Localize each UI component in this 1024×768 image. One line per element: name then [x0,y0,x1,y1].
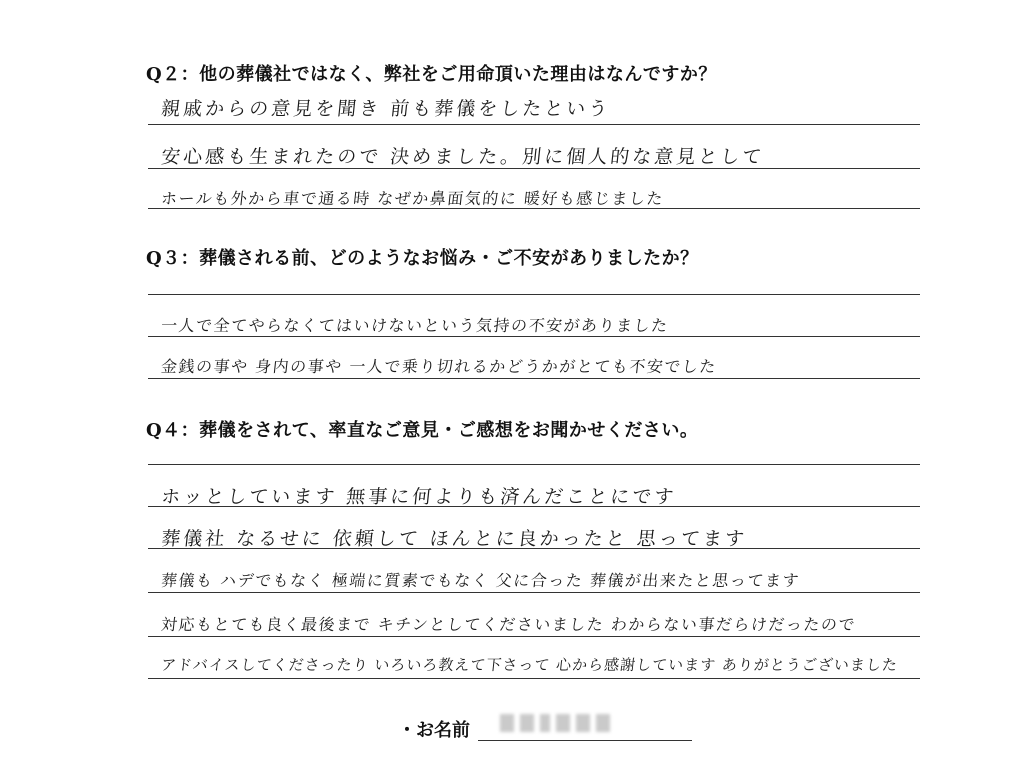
ruled-line [148,678,920,679]
redacted-name [500,708,650,738]
redaction-block [576,714,590,732]
q4-answer-line-2: ホッとしています 無事に何よりも済んだことにです [160,486,678,508]
redaction-block [556,714,570,732]
name-underline [478,740,692,741]
redaction-block [520,714,534,732]
question-2-label: Q２：他の葬儀社ではなく、弊社をご用命頂いた理由はなんですか？ [146,64,717,85]
ruled-line [148,636,920,637]
q4-answer-line-3: 葬儀社 なるせに 依頼して ほんとに良かったと 思ってます [160,528,749,550]
ruled-line [148,378,920,379]
q4-answer-line-5: 対応もとても良く最後まで キチンとしてくださいました わからない事だらけだったので [160,615,857,634]
q4-answer-line-6: アドバイスしてくださったり いろいろ教えて下さって 心から感謝しています ありがとうございました [160,656,899,674]
question-4-label: Q４：葬儀をされて、率直なご意見・ご感想をお聞かせください。 [146,420,699,441]
ruled-line [148,592,920,593]
ruled-line [148,124,920,125]
question-3-label: Q３：葬儀される前、どのようなお悩み・ご不安がありましたか？ [146,248,699,269]
ruled-line [148,336,920,337]
q3-answer-line-3: 金銭の事や 身内の事や 一人で乗り切れるかどうかがとても不安でした [160,357,718,376]
ruled-line [148,294,920,295]
ruled-line [148,464,920,465]
q4-answer-line-4: 葬儀も ハデでもなく 極端に質素でもなく 父に合った 葬儀が出来たと思ってます [160,571,801,590]
name-label: ・お名前 [398,720,470,741]
q2-answer-line-2: 安心感も生まれたので 決めました。別に個人的な意見として [160,146,766,168]
redaction-block [596,714,610,732]
ruled-line [148,168,920,169]
q2-answer-line-3: ホールも外から車で通る時 なぜか鼻面気的に 暖好も感じました [160,189,665,208]
ruled-line [148,208,920,209]
ruled-line [148,506,920,507]
q3-answer-line-2: 一人で全てやらなくてはいけないという気持の不安がありました [160,316,670,335]
q2-answer-line-1: 親戚からの意見を聞き 前も葬儀をしたという [160,98,612,120]
redaction-block [500,714,514,732]
redaction-block [540,714,550,732]
ruled-line [148,548,920,549]
